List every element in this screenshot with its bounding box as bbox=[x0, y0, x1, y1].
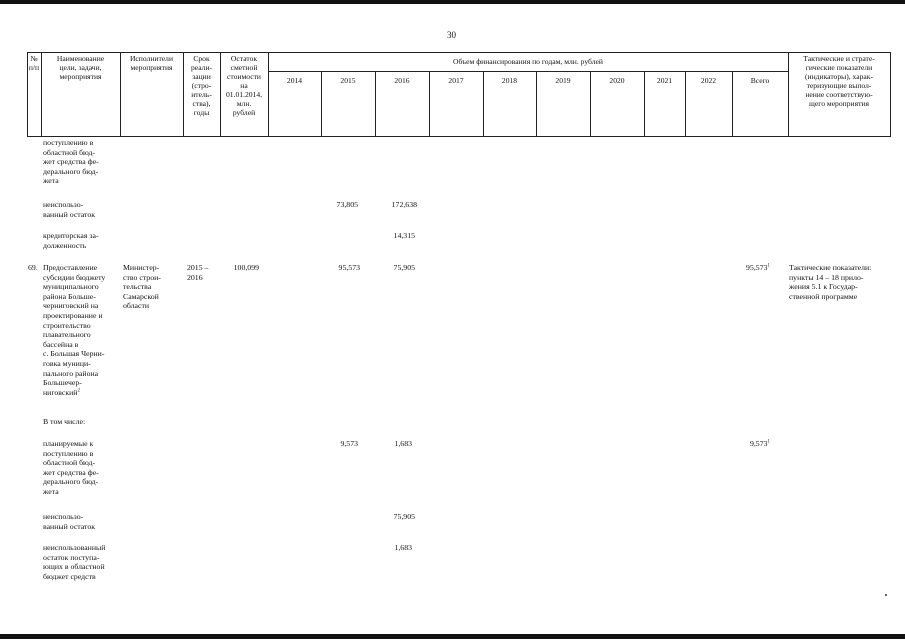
header-balance: Остаток сметной стоимости на 01.01.2014, млн. рублей bbox=[225, 54, 263, 117]
row-unused2-text: неиспользо- ванный остаток bbox=[43, 512, 96, 531]
row-unused3-2016: 1,683 bbox=[394, 543, 412, 552]
header-year-2017: 2017 bbox=[448, 76, 464, 85]
item-69-number: 69. bbox=[28, 263, 38, 272]
row-unused1-2016: 172,638 bbox=[391, 200, 417, 209]
item-69-total-value: 95,573 bbox=[746, 263, 768, 272]
row-unused3-text: неиспользованный остаток поступа- ющих в областной бюджет средств bbox=[43, 543, 106, 581]
header-year-2020: 2020 bbox=[609, 76, 625, 85]
header-year-2018: 2018 bbox=[501, 76, 518, 85]
header-year-2019: 2019 bbox=[555, 76, 571, 85]
header-indicators: Тактические и страте- гические показатели (индикаторы), харак- теризующие выпол- нение соответствую- щего мероприятия bbox=[803, 54, 875, 108]
row-unused1-text: неиспользо- ванный остаток bbox=[43, 200, 96, 219]
header-year-2014: 2014 bbox=[286, 76, 303, 85]
item-69-executor: Министер- ство строи- тельства Самарской области bbox=[123, 263, 161, 311]
item-69-term: 2015 – 2016 bbox=[187, 263, 209, 282]
header-year-2016: 2016 bbox=[394, 76, 410, 85]
header-year-2021: 2021 bbox=[656, 76, 673, 85]
header-executors: Исполнители мероприятия bbox=[129, 54, 174, 72]
row-planned-text: планируемые к поступлению в областной бюд- жет средства фе- дерального бюд- жета bbox=[43, 439, 99, 496]
header-num: № п/п bbox=[28, 54, 40, 72]
header-funding: Объем финансирования по годам, млн. рублей bbox=[453, 57, 603, 66]
item-69-name-text: Предоставление субсидии бюджету муниципального района Больше- черниговский на проектирование и строительство плавательного бассейна в с. Большая Черни- говка муници- пального района Большечер- ниговский bbox=[43, 263, 106, 397]
scan-speck bbox=[885, 594, 887, 596]
header-total: Всего bbox=[750, 76, 770, 85]
row-payable-2016: 14,315 bbox=[393, 231, 415, 240]
header-name: Наименование цели, задачи, мероприятия bbox=[56, 54, 105, 81]
top-border bbox=[0, 0, 905, 4]
page-number: 30 bbox=[447, 30, 456, 40]
row-payable-text: кредиторская за- долженность bbox=[43, 231, 99, 250]
header-term: Срок реали- зации (стро- итель- ства), годы bbox=[190, 54, 213, 117]
bottom-border bbox=[0, 634, 905, 639]
row-including: В том числе: bbox=[43, 417, 86, 426]
row-planned-2015: 9,573 bbox=[340, 439, 358, 448]
row-cont-text: поступлению в областной бюд- жет средства фе- дерального бюд- жета bbox=[43, 138, 99, 186]
row-planned-total bbox=[732, 439, 770, 449]
item-69-indicators: Тактические показатели: пункты 14 – 18 прило- жения 5.1 к Государ- ственной программе bbox=[789, 263, 872, 301]
header-year-2022: 2022 bbox=[700, 76, 717, 85]
row-planned-total-footnote: 1 bbox=[767, 439, 770, 445]
item-69-2015: 95,573 bbox=[338, 263, 360, 272]
item-69-total bbox=[732, 263, 770, 273]
item-69-name bbox=[43, 263, 123, 397]
item-69-2016: 75,905 bbox=[393, 263, 415, 272]
row-planned-total-value: 9,573 bbox=[749, 439, 768, 448]
row-unused1-2015: 73,805 bbox=[336, 200, 358, 209]
row-unused2-2016: 75,905 bbox=[393, 512, 415, 521]
row-planned-2016: 1,683 bbox=[394, 439, 412, 448]
item-69-balance: 100,099 bbox=[233, 263, 259, 272]
item-69-total-footnote: 1 bbox=[767, 263, 770, 269]
item-69-name-footnote: 2 bbox=[77, 388, 80, 394]
header-year-2015: 2015 bbox=[340, 76, 356, 85]
